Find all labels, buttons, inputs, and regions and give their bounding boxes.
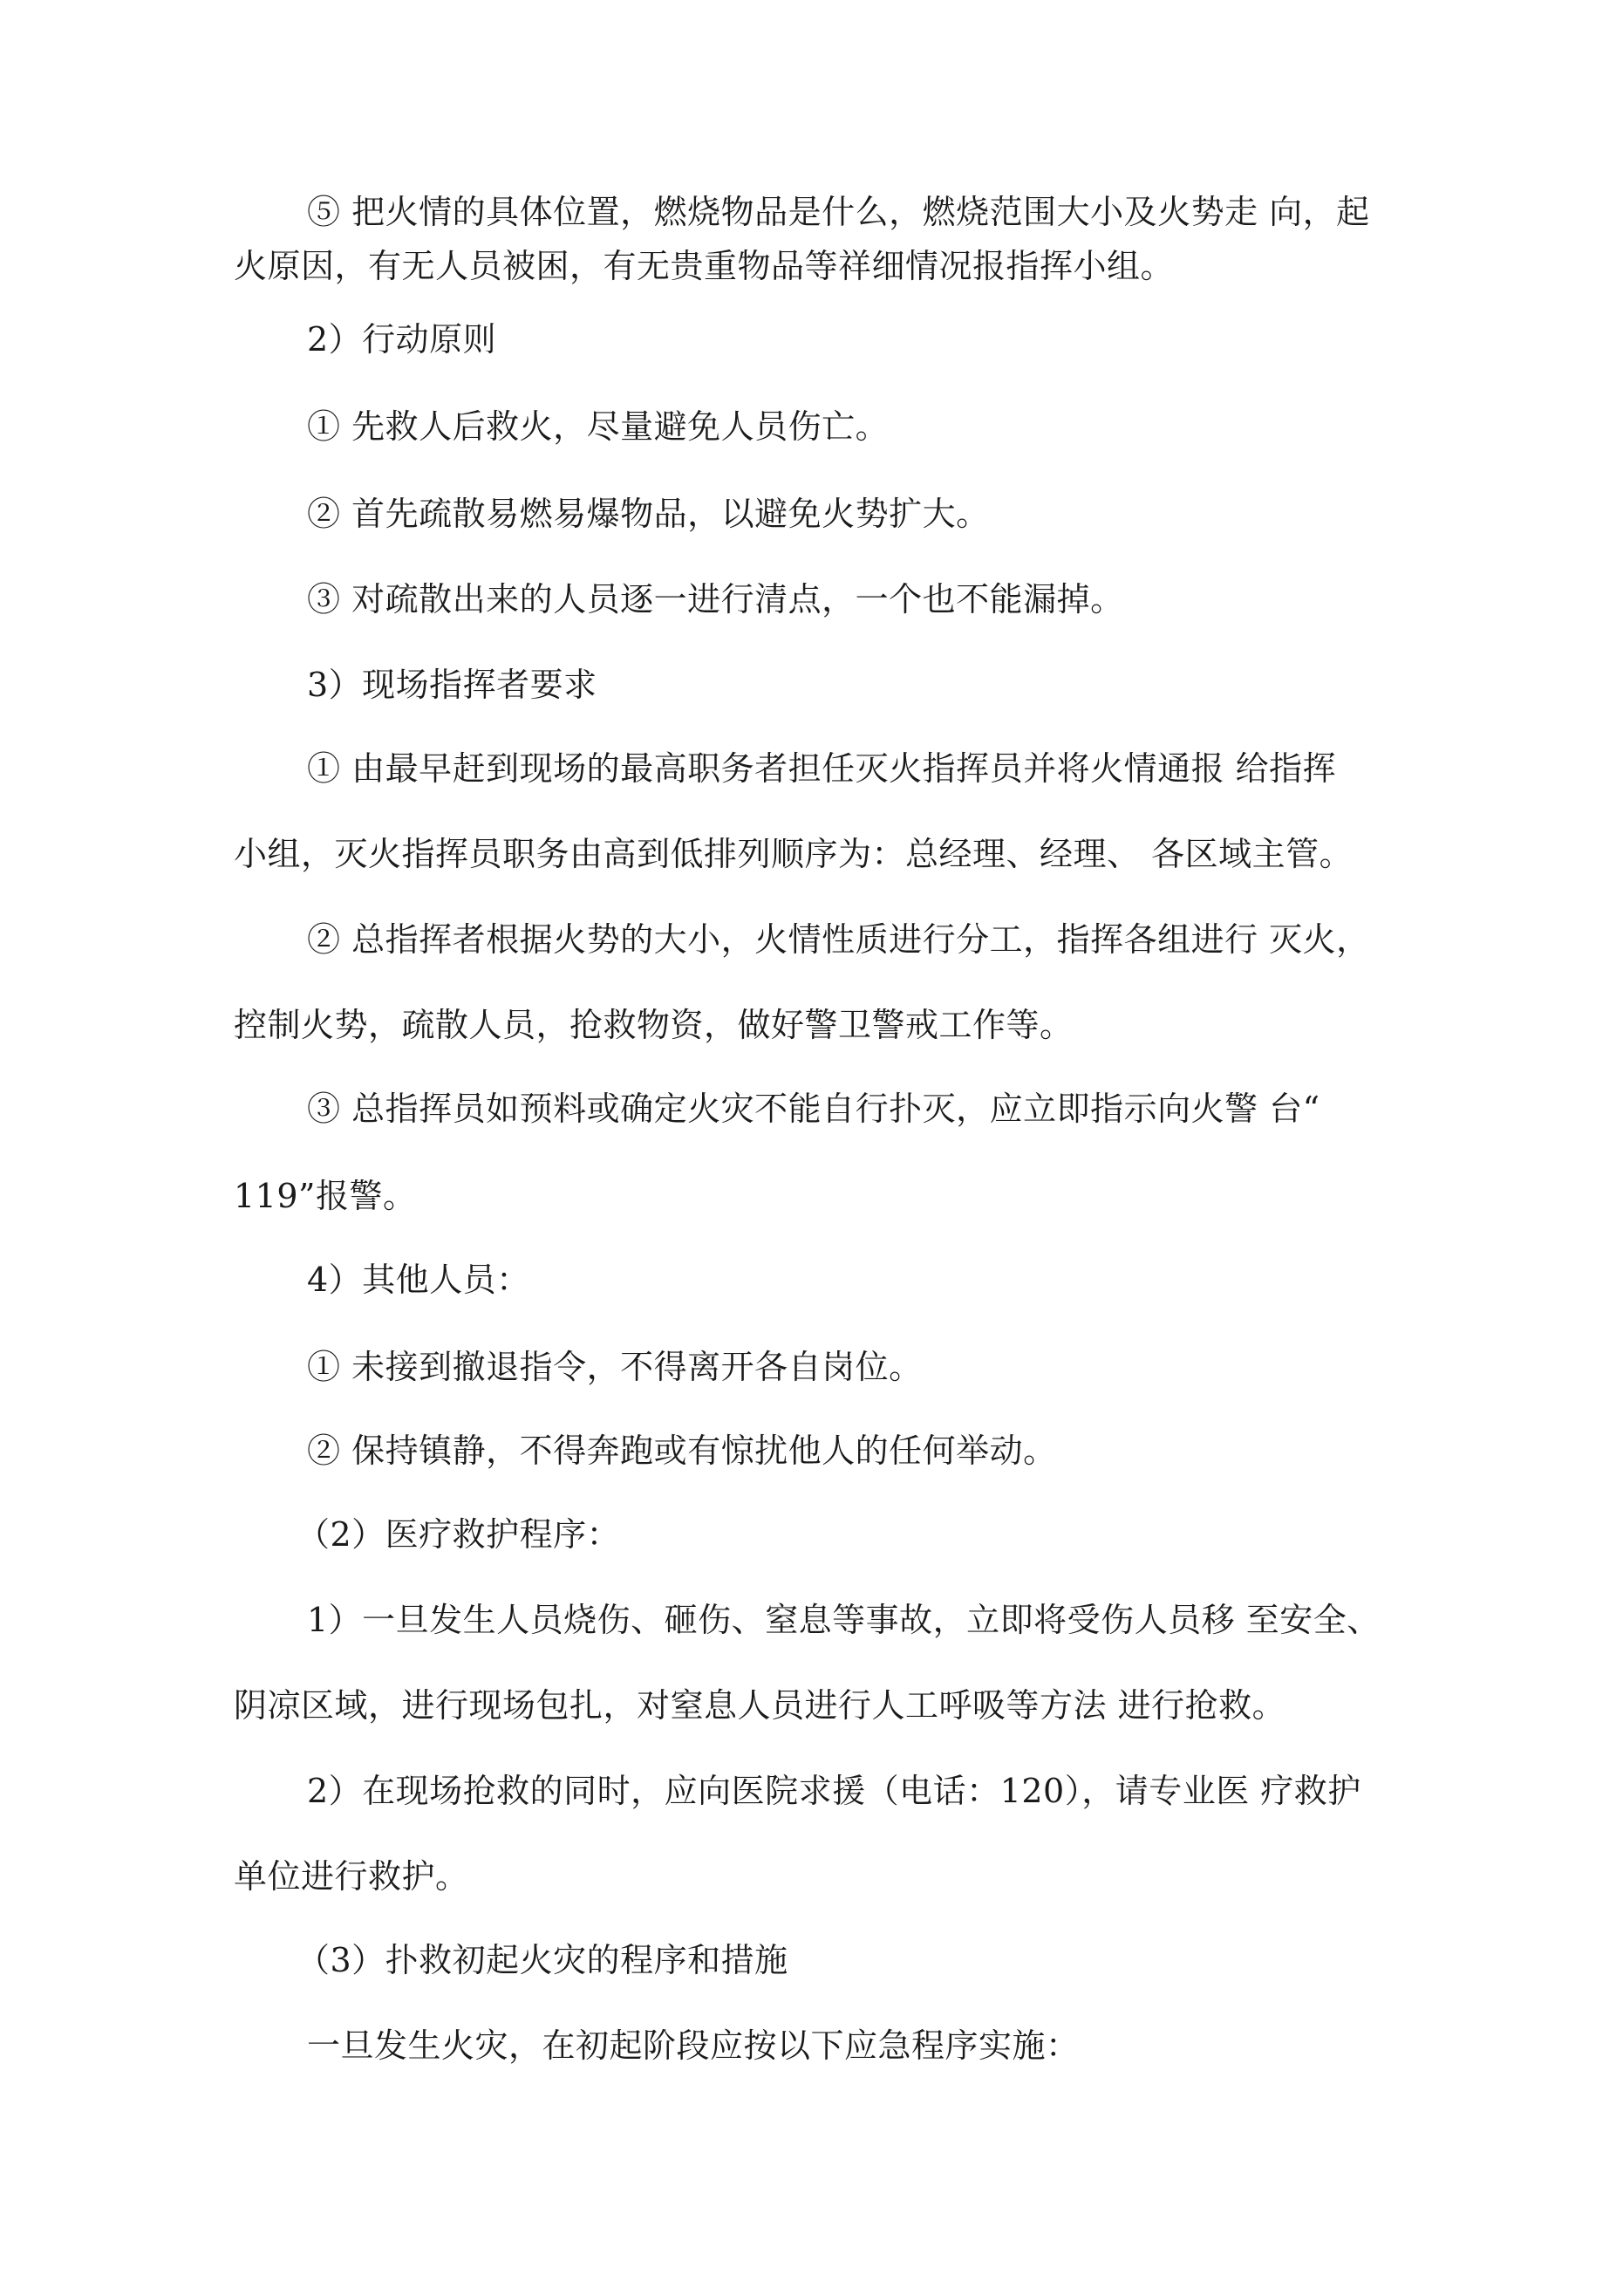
heading-medical-rescue: （2）医疗救护程序： (297, 1515, 621, 1554)
paragraph-line-18: 1）一旦发生人员烧伤、砸伤、窒息等事故，立即将受伤人员移 至安全、 (307, 1601, 1381, 1639)
heading-commander-requirements: 3）现场指挥者要求 (307, 666, 597, 704)
paragraph-line-21: 单位进行救护。 (234, 1857, 469, 1896)
paragraph-line-16: ② 保持镇静，不得奔跑或有惊扰他人的任何举动。 (307, 1432, 1057, 1470)
heading-initial-fire-procedure: （3）扑救初起火灾的程序和措施 (297, 1941, 788, 1979)
paragraph-line-11: 控制火势，疏散人员，抢救物资，做好警卫警戒工作等。 (234, 1006, 1074, 1044)
heading-action-principles: 2）行动原则 (307, 320, 497, 359)
paragraph-line-5: ② 首先疏散易燃易爆物品，以避免火势扩大。 (307, 495, 990, 533)
paragraph-line-6: ③ 对疏散出来的人员逐一进行清点，一个也不能漏掉。 (307, 580, 1124, 618)
paragraph-line-4: ① 先救人后救火，尽量避免人员伤亡。 (307, 407, 890, 446)
paragraph-line-19: 阴凉区域，进行现场包扎，对窒息人员进行人工呼吸等方法 进行抢救。 (234, 1686, 1286, 1725)
paragraph-line-12: ③ 总指挥员如预料或确定火灾不能自行扑灭，应立即指示向火警 台“ (307, 1090, 1320, 1128)
paragraph-line-23: 一旦发生火灾，在初起阶段应按以下应急程序实施： (307, 2026, 1080, 2065)
paragraph-line-9: 小组，灭火指挥员职务由高到低排列顺序为：总经理、经理、 各区域主管。 (234, 835, 1354, 873)
paragraph-line-10: ② 总指挥者根据火势的大小，火情性质进行分工，指挥各组进行 灭火， (307, 920, 1370, 959)
paragraph-line-20: 2）在现场抢救的同时，应向医院求援（电话：120），请专业医 疗救护 (307, 1772, 1361, 1810)
paragraph-line-8: ① 由最早赶到现场的最高职务者担任灭火指挥员并将火情通报 给指挥 (307, 749, 1337, 788)
heading-other-personnel: 4）其他人员： (307, 1261, 530, 1299)
paragraph-line-1: ⑤ 把火情的具体位置，燃烧物品是什么，燃烧范围大小及火势走 向，起 (307, 193, 1370, 231)
paragraph-line-15: ① 未接到撤退指令，不得离开各自岗位。 (307, 1348, 923, 1386)
paragraph-line-13: 119”报警。 (234, 1177, 417, 1215)
paragraph-line-2: 火原因，有无人员被困，有无贵重物品等祥细情况报指挥小组。 (234, 247, 1175, 285)
